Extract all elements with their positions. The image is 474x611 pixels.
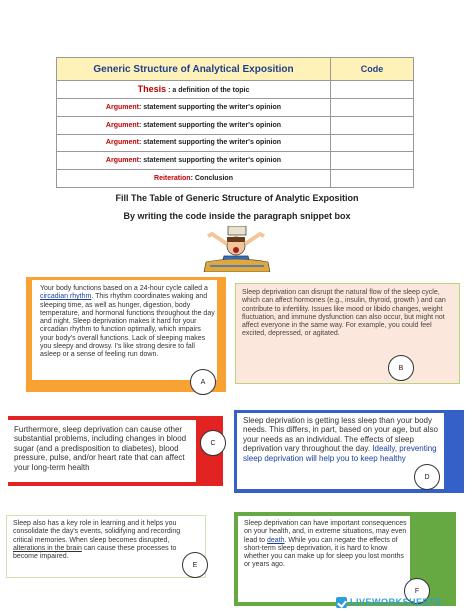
instruction-line-2: By writing the code inside the paragraph snippet box: [123, 211, 351, 221]
table-row: [57, 134, 414, 152]
right-arm-shape: [245, 234, 264, 244]
structure-cell: [57, 116, 331, 134]
mouth-shape: [233, 247, 239, 253]
snippet-e-text: [13, 520, 201, 561]
snippet-b-text: Sleep deprivation can disrupt the natural flow of the sleep cycle, which can affect hormones (e.g., insulin, thyroid, growth ) and can contribute to infertility. Issues like mood or libido changes, weight fluctuation, and immune dysfunction can also occur, but might not affect everyone in the same way. For example, you could feel excited, depressed, or agitated.: [242, 289, 446, 338]
structure-cell: [57, 81, 331, 99]
table-row: [57, 152, 414, 170]
code-input-cell[interactable]: [331, 81, 414, 99]
table-header-row: [57, 58, 414, 81]
snippet-f-panel: [238, 516, 410, 602]
snippet-f-text-part: Sleep deprivation can have important consequences on your health, and, in extreme situations, may even lead to: [244, 520, 407, 544]
snippet-a-panel: [32, 280, 217, 380]
table-title: Generic Structure of Analytical Exposition: [57, 58, 331, 81]
structure-separator: :: [190, 175, 195, 183]
death-link[interactable]: death: [266, 536, 285, 544]
structure-term: Thesis: [137, 84, 167, 95]
code-answer-circle-e[interactable]: E: [182, 552, 208, 578]
table-row: [57, 116, 414, 134]
structure-description: statement supporting the writer's opinion: [143, 139, 282, 147]
structure-table: [56, 57, 414, 188]
snippet-d-text: [243, 416, 441, 463]
structure-term: Argument: [105, 139, 139, 147]
structure-cell: [57, 152, 331, 170]
snippet-box-b: [235, 283, 460, 384]
snippet-d-text-part: Ideally, preventing sleep deprivation will help you to keep healthy: [243, 444, 437, 463]
snippet-c-text: Furthermore, sleep deprivation can cause other substantial problems, including changes in blood sugar (and a predisposition to diabetes), blood pressure, pulse, and/or heart rate that can affect your long-term health: [14, 425, 187, 472]
code-column-header: Code: [331, 58, 414, 81]
code-answer-circle-f[interactable]: F: [404, 578, 430, 604]
snippet-f-text-part: . While you can negate the effects of short-term sleep deprivation, it is hard to know whether you can make up for sleep you lost months or years ago.: [244, 536, 404, 569]
table-row: [57, 170, 414, 188]
sleepy-person-illustration: [200, 226, 274, 272]
code-answer-circle-a[interactable]: A: [190, 369, 216, 395]
instruction-line-1: Fill The Table of Generic Structure of Analytic Exposition: [115, 193, 359, 203]
code-input-cell[interactable]: [331, 98, 414, 116]
table-row: [57, 98, 414, 116]
snippet-c-panel: [8, 420, 196, 482]
logo-text: LIVEWORKSHEETS: [350, 597, 442, 607]
snippet-d-panel: [237, 413, 444, 489]
code-answer-circle-c[interactable]: C: [200, 430, 226, 456]
structure-term: Reiteration: [154, 175, 191, 183]
snippet-f-text: [244, 520, 412, 570]
code-answer-circle-d[interactable]: D: [414, 464, 440, 490]
structure-description: statement supporting the writer's opinion: [143, 121, 282, 129]
structure-description: Conclusion: [194, 175, 233, 183]
structure-separator: :: [138, 121, 144, 129]
structure-cell: [57, 170, 331, 188]
code-input-cell[interactable]: [331, 116, 414, 134]
structure-description: a definition of the topic: [172, 87, 250, 95]
structure-separator: :: [138, 139, 144, 147]
clock-icon: [228, 226, 246, 235]
snippet-box-e: [6, 515, 206, 578]
structure-separator: :: [166, 87, 173, 95]
structure-description: statement supporting the writer's opinion: [143, 103, 282, 111]
structure-term: Argument: [105, 121, 139, 129]
snippet-e-text-part: can cause these processes to become impaired.: [13, 544, 177, 560]
code-input-cell[interactable]: [331, 152, 414, 170]
structure-description: statement supporting the writer's opinion: [143, 157, 282, 165]
check-logo-icon: [336, 597, 347, 608]
snippet-a-text-part: Your body functions based on a 24-hour cycle called a: [40, 285, 208, 292]
snippet-d-text-part: Sleep deprivation is getting less sleep than your body needs. This differs, in part, based on your age, but also your needs as an individual. The effects of sleep deprivation vary throughout the day.: [243, 416, 438, 454]
structure-separator: :: [138, 157, 144, 165]
brain-alterations-link[interactable]: alterations in the brain: [13, 544, 82, 552]
snippet-a-text: [40, 285, 215, 359]
code-input-cell[interactable]: [331, 170, 414, 188]
code-input-cell[interactable]: [331, 134, 414, 152]
liveworksheets-logo: [336, 594, 442, 610]
code-answer-circle-b[interactable]: B: [388, 355, 414, 381]
snippet-e-text-part: Sleep also has a key role in learning and it helps you consolidate the day's events, solidifying and recording critical memories. When sleep becomes disrupted,: [13, 520, 181, 544]
hair-shape: [227, 237, 245, 242]
circadian-rhythm-link[interactable]: circadian rhythm: [40, 293, 92, 301]
structure-term: Argument: [105, 103, 139, 111]
left-arm-shape: [208, 234, 227, 244]
structure-separator: :: [138, 103, 144, 111]
snippet-box-c: [8, 416, 223, 486]
structure-term: Argument: [105, 157, 139, 165]
structure-cell: [57, 134, 331, 152]
snippet-a-text-part: . This rhythm coordinates waking and sleeping time, as well as hunger, digestion, body temperature, and hormonal functions throughout the day and night. Sleep deprivation makes it hard for your circadian rhythm to function optimally, which impairs your body's overall functions. Lack of sleeping makes you sleepy and drowsy. I's like strong desire to fall asleep or a sense of feeling run down.: [40, 293, 215, 358]
structure-cell: [57, 98, 331, 116]
table-row: [57, 81, 414, 99]
